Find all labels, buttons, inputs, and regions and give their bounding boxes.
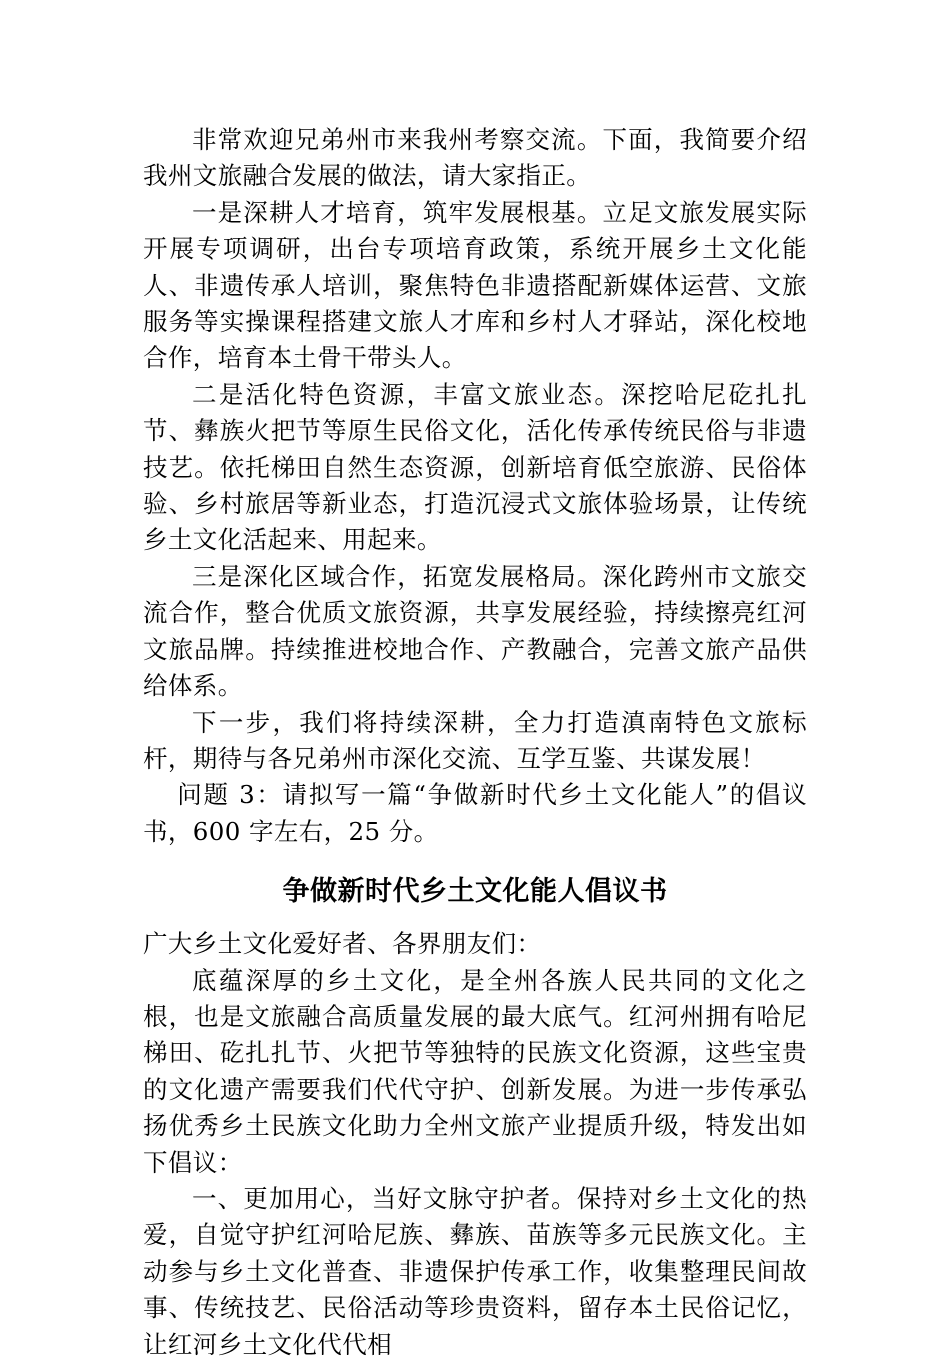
speech-point-1-paragraph: 一是深耕人才培育，筑牢发展根基。立足文旅发展实际开展专项调研，出台专项培育政策，系统开展乡土文化能人、非遗传承人培训，聚焦特色非遗搭配新媒体运营、文旅服务等实操课程搭建文旅人才库和乡村人才驿站，深化校地合作，培育本土骨干带头人。 xyxy=(143,197,807,373)
question-prompt: 问题 3：请拟写一篇“争做新时代乡土文化能人”的倡议书，600 字左右，25 分。 xyxy=(143,780,807,846)
proposal-paragraph-2: 一、更加用心，当好文脉守护者。保持对乡土文化的热爱，自觉守护红河哈尼族、彝族、苗族等多元民族文化。主动参与乡土文化普查、非遗保护传承工作，收集整理民间故事、传统技艺、民俗活动等珍贵资料，留存本土民俗记忆，让红河乡土文化代代相 xyxy=(143,1183,807,1359)
proposal-salutation: 广大乡土文化爱好者、各界朋友们： xyxy=(143,929,542,959)
speech-intro-paragraph: 非常欢迎兄弟州市来我州考察交流。下面，我简要介绍我州文旅融合发展的做法，请大家指正。 xyxy=(143,125,807,191)
proposal-title: 争做新时代乡土文化能人倡议书 xyxy=(282,876,668,908)
speech-closing-paragraph: 下一步，我们将持续深耕，全力打造滇南特色文旅标杆，期待与各兄弟州市深化交流、互学互鉴、共谋发展！ xyxy=(143,707,807,773)
speech-point-2-paragraph: 二是活化特色资源，丰富文旅业态。深挖哈尼矻扎扎节、彝族火把节等原生民俗文化，活化传承传统民俗与非遗技艺。依托梯田自然生态资源，创新培育低空旅游、民俗体验、乡村旅居等新业态，打造沉浸式文旅体验场景，让传统乡土文化活起来、用起来。 xyxy=(143,379,807,555)
speech-point-3-paragraph: 三是深化区域合作，拓宽发展格局。深化跨州市文旅交流合作，整合优质文旅资源，共享发展经验，持续擦亮红河文旅品牌。持续推进校地合作、产教融合，完善文旅产品供给体系。 xyxy=(143,561,807,701)
document-page xyxy=(143,122,807,1363)
proposal-paragraph-1: 底蕴深厚的乡土文化，是全州各族人民共同的文化之根，也是文旅融合高质量发展的最大底气。红河州拥有哈尼梯田、矻扎扎节、火把节等独特的民族文化资源，这些宝贵的文化遗产需要我们代代守护、创新发展。为进一步传承弘扬优秀乡土民族文化助力全州文旅产业提质升级，特发出如下倡议： xyxy=(143,965,807,1177)
